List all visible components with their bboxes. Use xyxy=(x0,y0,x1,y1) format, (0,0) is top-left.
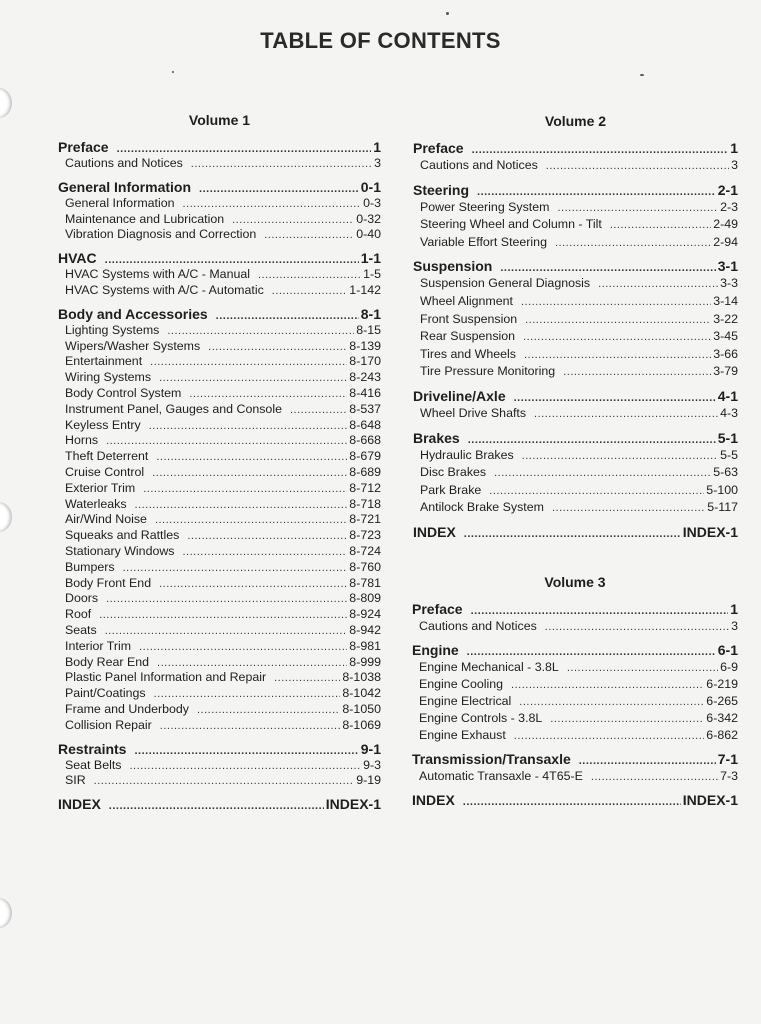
toc-entry-label: Seats xyxy=(65,622,97,637)
toc-entry-page-number: 8-243 xyxy=(349,370,381,385)
toc-entry xyxy=(58,227,381,243)
dot-leader xyxy=(232,213,354,229)
dot-leader xyxy=(534,406,718,424)
toc-entry-label: Vibration Diagnosis and Correction xyxy=(65,227,257,242)
toc-entry-label: Waterleaks xyxy=(65,496,127,511)
dot-leader xyxy=(519,694,704,711)
toc-entry-page-number: 0-40 xyxy=(356,227,381,242)
toc-entry xyxy=(58,576,381,592)
toc-entry-page-number: 0-3 xyxy=(363,195,381,210)
dot-leader xyxy=(199,180,359,198)
toc-section xyxy=(413,429,738,447)
dot-leader xyxy=(155,513,347,529)
toc-section xyxy=(413,139,738,157)
dot-leader xyxy=(105,624,348,640)
toc-entry xyxy=(413,346,738,364)
toc-entry-label: Body Control System xyxy=(65,385,182,400)
toc-section-page-number: INDEX-1 xyxy=(682,792,738,808)
dot-leader xyxy=(546,158,729,176)
toc-entry-label: Front Suspension xyxy=(420,311,518,326)
toc-section xyxy=(413,523,738,541)
toc-entry xyxy=(58,639,381,655)
toc-entry-page-number: 8-924 xyxy=(349,607,381,622)
toc-entry xyxy=(413,199,738,217)
toc-section xyxy=(58,178,381,196)
volume-heading: Volume 2 xyxy=(544,113,607,129)
toc-entry-label: Maintenance and Lubrication xyxy=(65,211,225,226)
dot-leader xyxy=(149,419,348,435)
dot-leader xyxy=(189,387,347,403)
toc-entry xyxy=(58,670,381,686)
toc-entry-page-number: 8-781 xyxy=(349,575,381,590)
dot-leader xyxy=(154,687,341,703)
toc-section-page-number: 3-1 xyxy=(717,258,738,275)
toc-entry-label: Steering Wheel and Column - Tilt xyxy=(420,217,602,232)
toc-entry xyxy=(412,727,738,744)
toc-section xyxy=(58,740,381,758)
toc-entry xyxy=(58,591,381,607)
toc-section-label: Restraints xyxy=(58,740,127,757)
toc-entry-label: Tire Pressure Monitoring xyxy=(420,364,556,379)
volume-1-column xyxy=(58,112,381,813)
scan-speck xyxy=(446,12,449,15)
toc-entry xyxy=(58,156,381,172)
toc-section-page-number: 8-1 xyxy=(360,305,381,322)
toc-entry-page-number: 3-14 xyxy=(713,293,738,308)
dot-leader xyxy=(264,228,354,244)
dot-leader xyxy=(523,329,711,347)
toc-section-label: Driveline/Axle xyxy=(413,387,506,404)
dot-leader xyxy=(143,482,347,498)
toc-entry xyxy=(58,370,381,386)
dot-leader xyxy=(258,268,361,284)
toc-entry xyxy=(58,773,381,789)
toc-entry-page-number: 3-66 xyxy=(713,346,738,361)
toc-entry-page-number: 5-5 xyxy=(720,447,738,462)
toc-entry-label: Cautions and Notices xyxy=(65,156,183,170)
binder-hole xyxy=(0,898,12,928)
toc-entry-label: Wiring Systems xyxy=(65,370,152,385)
toc-entry-page-number: 3 xyxy=(374,156,381,170)
toc-entry xyxy=(58,354,381,370)
toc-entry xyxy=(58,267,381,283)
dot-leader xyxy=(464,525,681,543)
binder-hole xyxy=(0,502,12,532)
toc-entry-page-number: 2-3 xyxy=(720,199,738,214)
toc-entry xyxy=(58,323,381,339)
toc-entry-page-number: 8-1042 xyxy=(342,686,381,701)
toc-entry-page-number: 8-1069 xyxy=(342,717,381,732)
toc-entry-label: Entertainment xyxy=(65,354,143,369)
dot-leader xyxy=(197,703,340,719)
toc-section-label: HVAC xyxy=(58,250,97,267)
toc-entry xyxy=(58,433,381,449)
toc-entry xyxy=(58,497,381,513)
dot-leader xyxy=(598,276,718,294)
toc-entry xyxy=(413,311,738,329)
dot-leader xyxy=(579,752,716,770)
toc-section-label: Body and Accessories xyxy=(58,305,208,322)
toc-entry-label: Park Brake xyxy=(420,482,482,497)
toc-entry xyxy=(413,499,738,517)
toc-section xyxy=(412,600,738,618)
toc-entry xyxy=(413,234,738,252)
dot-leader xyxy=(94,774,355,790)
toc-entry xyxy=(412,710,738,727)
dot-leader xyxy=(521,294,711,312)
toc-entry-page-number: 2-49 xyxy=(713,217,738,232)
dot-leader xyxy=(463,793,681,811)
toc-entry-label: Squeaks and Rattles xyxy=(65,528,180,543)
dot-leader xyxy=(135,498,348,514)
toc-section xyxy=(58,249,381,267)
toc-entry-label: Engine Exhaust xyxy=(419,728,506,742)
toc-entry-page-number: 9-19 xyxy=(356,773,381,788)
toc-section-label: Steering xyxy=(413,181,470,198)
toc-entry xyxy=(58,623,381,639)
toc-entry-label: Collision Repair xyxy=(65,717,152,732)
toc-entry-page-number: 5-63 xyxy=(713,465,738,480)
toc-entry-page-number: 8-981 xyxy=(349,638,381,653)
toc-entry-page-number: 8-15 xyxy=(356,322,381,337)
toc-entry-label: Variable Effort Steering xyxy=(420,234,547,249)
toc-entry-page-number: 8-724 xyxy=(349,543,381,558)
toc-entry xyxy=(412,676,738,693)
dot-leader xyxy=(555,235,711,253)
toc-entry-page-number: 8-721 xyxy=(349,512,381,527)
toc-section-label: Preface xyxy=(58,139,109,155)
toc-section-page-number: 4-1 xyxy=(717,387,738,404)
scan-speck xyxy=(640,74,644,76)
toc-section xyxy=(412,750,738,768)
toc-entry xyxy=(58,481,381,497)
dot-leader xyxy=(545,619,729,636)
toc-entry xyxy=(413,293,738,311)
toc-entry-label: Theft Deterrent xyxy=(65,449,149,464)
toc-section xyxy=(58,305,381,323)
toc-section-page-number: 1 xyxy=(373,139,381,155)
toc-entry-page-number: 8-416 xyxy=(349,385,381,400)
toc-section-page-number: 6-1 xyxy=(717,642,738,658)
toc-entry-label: Body Rear End xyxy=(65,654,150,669)
toc-entry xyxy=(58,283,381,299)
toc-entry-page-number: 6-342 xyxy=(706,711,738,725)
toc-entry-page-number: 3-45 xyxy=(713,329,738,344)
toc-entry-page-number: 3-79 xyxy=(713,364,738,379)
toc-entry-page-number: 8-942 xyxy=(349,622,381,637)
dot-leader xyxy=(157,656,347,672)
binder-hole xyxy=(0,88,12,118)
volume-2-toc xyxy=(413,139,738,541)
toc-entry-page-number: 7-3 xyxy=(720,769,738,783)
dot-leader xyxy=(106,592,347,608)
toc-section-page-number: 5-1 xyxy=(717,429,738,446)
toc-entry-label: HVAC Systems with A/C - Automatic xyxy=(65,282,264,297)
toc-entry-label: Suspension General Diagnosis xyxy=(420,276,591,291)
toc-entry-label: Engine Cooling xyxy=(419,677,504,691)
dot-leader xyxy=(511,677,704,694)
toc-entry xyxy=(58,655,381,671)
toc-entry-page-number: 8-668 xyxy=(349,433,381,448)
toc-entry xyxy=(413,157,738,175)
dot-leader xyxy=(191,157,372,173)
dot-leader xyxy=(183,545,348,561)
toc-entry-label: Rear Suspension xyxy=(420,329,516,344)
toc-entry-label: Paint/Coatings xyxy=(65,686,146,701)
toc-entry-page-number: 8-648 xyxy=(349,417,381,432)
toc-section xyxy=(412,641,738,659)
toc-entry xyxy=(412,659,738,676)
toc-entry-label: Instrument Panel, Gauges and Console xyxy=(65,401,282,416)
toc-entry xyxy=(412,693,738,710)
dot-leader xyxy=(156,450,347,466)
toc-entry xyxy=(58,718,381,734)
dot-leader xyxy=(159,577,347,593)
toc-entry-label: Cautions and Notices xyxy=(420,158,538,172)
toc-entry-page-number: 8-679 xyxy=(349,449,381,464)
toc-entry xyxy=(412,768,738,785)
toc-entry xyxy=(58,212,381,228)
toc-section-page-number: 1 xyxy=(730,601,738,617)
toc-entry-page-number: 2-94 xyxy=(713,234,738,249)
toc-entry-label: Antilock Brake System xyxy=(420,500,544,515)
toc-entry xyxy=(58,402,381,418)
dot-leader xyxy=(522,448,718,466)
toc-section-label: Preface xyxy=(412,601,463,617)
toc-entry-page-number: 8-712 xyxy=(349,480,381,495)
dot-leader xyxy=(187,529,347,545)
toc-entry-label: Bumpers xyxy=(65,559,115,574)
toc-section xyxy=(413,257,738,275)
toc-entry-label: Frame and Underbody xyxy=(65,701,189,716)
dot-leader xyxy=(216,307,359,325)
toc-entry-label: General Information xyxy=(65,195,175,210)
toc-entry-page-number: 3-3 xyxy=(720,276,738,291)
dot-leader xyxy=(109,797,324,815)
toc-entry-page-number: 8-723 xyxy=(349,528,381,543)
toc-entry-page-number: 8-718 xyxy=(349,496,381,511)
dot-leader xyxy=(99,608,347,624)
toc-entry-label: Engine Mechanical - 3.8L xyxy=(419,660,559,674)
toc-entry-label: Doors xyxy=(65,591,99,606)
toc-section-label: Transmission/Transaxle xyxy=(412,751,571,767)
toc-entry-label: Hydraulic Brakes xyxy=(420,447,514,462)
toc-entry xyxy=(58,196,381,212)
dot-leader xyxy=(290,403,347,419)
toc-section-page-number: 9-1 xyxy=(360,740,381,757)
toc-entry xyxy=(412,618,738,635)
toc-entry xyxy=(58,418,381,434)
page-title: TABLE OF CONTENTS xyxy=(260,28,501,53)
toc-entry-label: Air/Wind Noise xyxy=(65,512,147,527)
toc-entry-page-number: 0-32 xyxy=(356,211,381,226)
toc-entry-label: Engine Controls - 3.8L xyxy=(419,711,543,725)
toc-entry-page-number: 5-100 xyxy=(706,482,738,497)
scan-speck xyxy=(172,71,174,73)
toc-entry-label: Stationary Windows xyxy=(65,543,175,558)
toc-entry-label: Keyless Entry xyxy=(65,417,141,432)
toc-entry-label: Automatic Transaxle - 4T65-E xyxy=(419,769,583,783)
toc-entry-label: Lighting Systems xyxy=(65,322,160,337)
dot-leader xyxy=(152,466,347,482)
toc-entry xyxy=(58,386,381,402)
dot-leader xyxy=(123,561,348,577)
toc-entry-page-number: 8-760 xyxy=(349,559,381,574)
toc-section-page-number: 2-1 xyxy=(717,181,738,198)
toc-entry xyxy=(58,339,381,355)
dot-leader xyxy=(208,340,347,356)
dot-leader xyxy=(129,759,361,775)
toc-entry xyxy=(413,405,738,423)
toc-entry-label: Power Steering System xyxy=(420,199,550,214)
toc-entry-page-number: 5-117 xyxy=(707,500,738,515)
toc-entry-label: HVAC Systems with A/C - Manual xyxy=(65,267,250,282)
dot-leader xyxy=(563,364,711,382)
toc-entry-page-number: 9-3 xyxy=(363,757,381,772)
toc-entry xyxy=(413,447,738,465)
dot-leader xyxy=(514,389,716,407)
dot-leader xyxy=(494,465,711,483)
toc-section xyxy=(58,138,381,156)
toc-entry-page-number: 3 xyxy=(731,158,738,172)
dot-leader xyxy=(514,728,705,745)
volume-3-toc xyxy=(412,600,738,809)
toc-entry xyxy=(58,465,381,481)
toc-section-label: Engine xyxy=(412,642,459,658)
toc-entry xyxy=(58,607,381,623)
toc-entry-page-number: 4-3 xyxy=(720,405,738,420)
toc-section-page-number: 1-1 xyxy=(360,250,381,267)
toc-entry-page-number: 8-809 xyxy=(349,591,381,606)
dot-leader xyxy=(524,347,711,365)
dot-leader xyxy=(272,284,348,300)
toc-entry xyxy=(58,702,381,718)
toc-entry-page-number: 6-9 xyxy=(720,660,738,674)
toc-entry-page-number: 8-139 xyxy=(349,338,381,353)
dot-leader xyxy=(567,660,718,677)
volume-heading: Volume 1 xyxy=(188,112,251,128)
toc-entry xyxy=(413,464,738,482)
toc-entry xyxy=(58,449,381,465)
toc-entry xyxy=(413,275,738,293)
toc-section-page-number: 7-1 xyxy=(717,751,738,767)
toc-entry-label: Tires and Wheels xyxy=(420,346,516,361)
toc-entry xyxy=(413,216,738,234)
toc-entry-page-number: 8-999 xyxy=(349,654,381,669)
toc-section-label: INDEX xyxy=(58,796,101,813)
toc-entry-label: Wipers/Washer Systems xyxy=(65,338,201,353)
toc-section-label: INDEX xyxy=(413,523,456,540)
toc-section-label: General Information xyxy=(58,178,192,195)
toc-section-page-number: INDEX-1 xyxy=(682,523,738,540)
toc-entry xyxy=(58,758,381,774)
dot-leader xyxy=(150,355,347,371)
toc-entry-label: Wheel Drive Shafts xyxy=(420,405,527,420)
dot-leader xyxy=(525,312,711,330)
volume-1-toc xyxy=(58,138,381,813)
dot-leader xyxy=(139,640,347,656)
dot-leader xyxy=(550,711,704,728)
dot-leader xyxy=(183,197,362,213)
dot-leader xyxy=(159,371,347,387)
toc-entry-label: Seat Belts xyxy=(65,757,122,772)
toc-entry-label: Cruise Control xyxy=(65,464,145,479)
dot-leader xyxy=(552,500,705,518)
toc-entry-label: Engine Electrical xyxy=(419,694,512,708)
toc-entry-label: Wheel Alignment xyxy=(420,293,513,308)
dot-leader xyxy=(106,434,347,450)
toc-section-label: Suspension xyxy=(413,258,493,275)
toc-section-page-number: 1 xyxy=(730,140,738,156)
dot-leader xyxy=(610,217,711,235)
toc-entry-label: SIR xyxy=(65,773,86,788)
toc-section xyxy=(412,791,738,809)
dot-leader xyxy=(274,671,340,687)
toc-entry-label: Body Front End xyxy=(65,575,152,590)
toc-entry xyxy=(413,328,738,346)
toc-entry xyxy=(413,482,738,500)
toc-entry-label: Interior Trim xyxy=(65,638,132,653)
toc-section-label: Brakes xyxy=(413,429,460,446)
toc-entry-page-number: 8-689 xyxy=(349,464,381,479)
toc-section-page-number: 0-1 xyxy=(360,178,381,195)
toc-section xyxy=(58,795,381,813)
toc-entry-label: Roof xyxy=(65,607,92,622)
toc-entry-page-number: 1-5 xyxy=(363,267,381,282)
toc-entry-page-number: 6-862 xyxy=(706,728,738,742)
dot-leader xyxy=(557,200,718,218)
toc-entry xyxy=(58,528,381,544)
toc-section xyxy=(413,387,738,405)
toc-entry xyxy=(58,686,381,702)
toc-entry-page-number: 6-219 xyxy=(706,677,738,691)
toc-section-page-number: INDEX-1 xyxy=(325,796,381,813)
toc-entry-page-number: 3-22 xyxy=(713,311,738,326)
toc-entry-page-number: 1-142 xyxy=(349,282,381,297)
toc-section-label: Preface xyxy=(413,140,464,156)
volume-3-column xyxy=(412,574,738,809)
toc-entry-label: Cautions and Notices xyxy=(419,619,537,633)
toc-entry-page-number: 8-537 xyxy=(349,401,381,416)
toc-entry-label: Plastic Panel Information and Repair xyxy=(65,670,267,685)
toc-entry-label: Horns xyxy=(65,433,99,448)
toc-entry-label: Disc Brakes xyxy=(420,465,487,480)
volume-2-column xyxy=(413,113,738,541)
toc-entry-page-number: 8-1050 xyxy=(342,701,381,716)
toc-entry-label: Exterior Trim xyxy=(65,480,136,495)
toc-section-label: INDEX xyxy=(412,792,455,808)
toc-entry xyxy=(413,363,738,381)
volume-heading: Volume 3 xyxy=(544,574,606,590)
toc-entry-page-number: 3 xyxy=(731,619,738,633)
toc-entry xyxy=(58,560,381,576)
toc-entry-page-number: 8-170 xyxy=(349,354,381,369)
dot-leader xyxy=(489,483,704,501)
toc-entry xyxy=(58,544,381,560)
toc-entry-page-number: 8-1038 xyxy=(342,670,381,685)
toc-section xyxy=(413,181,738,199)
dot-leader xyxy=(134,742,358,760)
dot-leader xyxy=(167,324,354,340)
dot-leader xyxy=(160,719,341,735)
toc-entry-page-number: 6-265 xyxy=(706,694,738,708)
toc-entry xyxy=(58,512,381,528)
dot-leader xyxy=(591,769,718,786)
